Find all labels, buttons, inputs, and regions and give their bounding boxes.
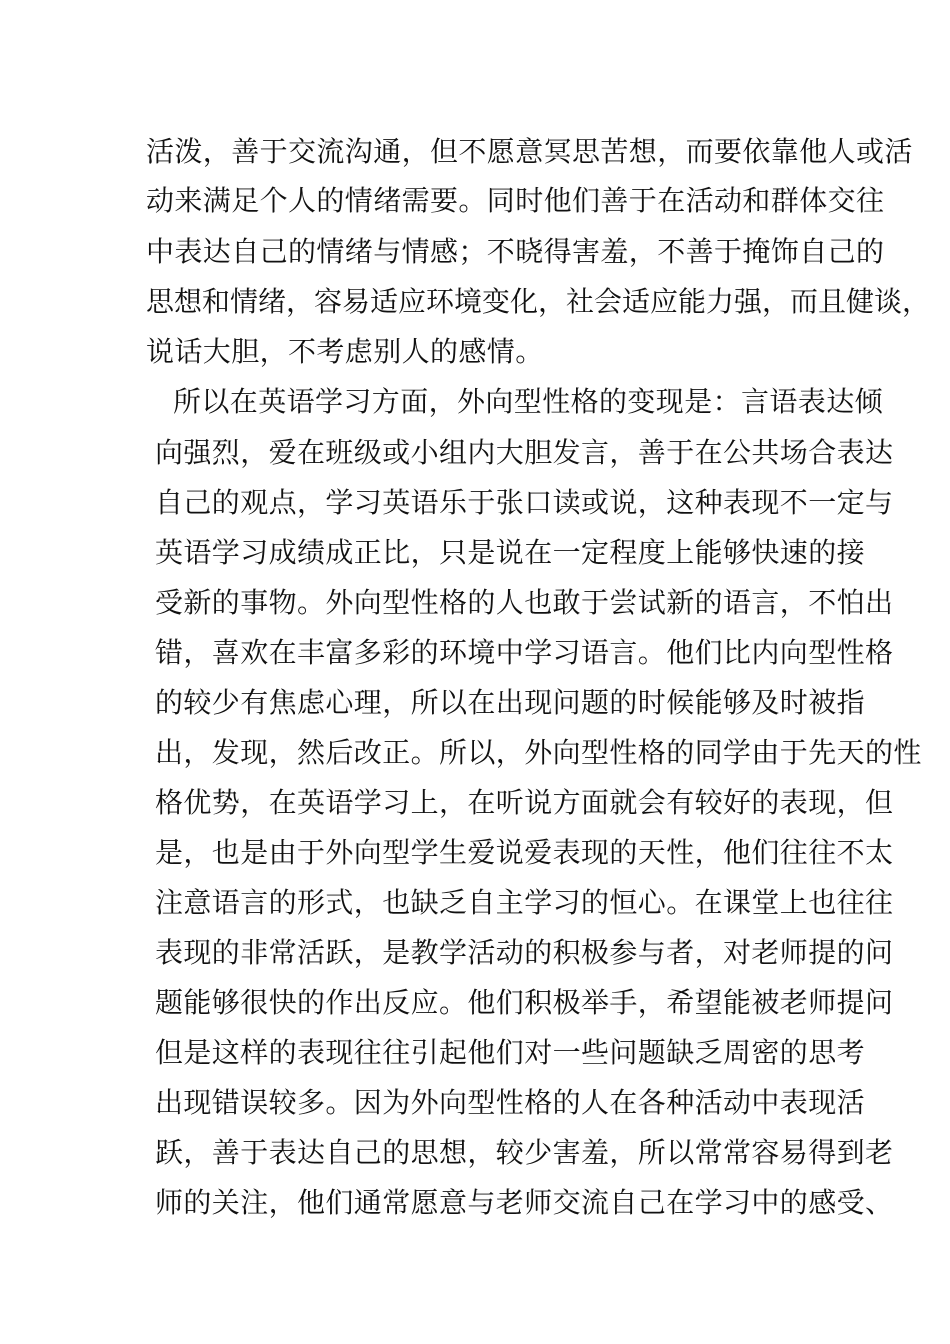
text-line: 出，发现，然后改正。所以，外向型性格的同学由于先天的性 — [155, 736, 922, 769]
text-line: 跃，善于表达自己的思想，较少害羞，所以常常容易得到老 — [155, 1136, 894, 1169]
text-line: 的较少有焦虑心理，所以在出现问题的时候能够及时被指 — [155, 686, 866, 719]
text-line: 所以在英语学习方面，外向型性格的变现是：言语表达倾 — [173, 385, 884, 418]
text-line: 注意语言的形式，也缺乏自主学习的恒心。在课堂上也往往 — [155, 886, 894, 919]
text-line: 自己的观点，学习英语乐于张口读或说，这种表现不一定与 — [155, 486, 894, 519]
text-line: 向强烈，爱在班级或小组内大胆发言，善于在公共场合表达 — [155, 436, 894, 469]
text-line: 题能够很快的作出反应。他们积极举手，希望能被老师提问 — [155, 986, 894, 1019]
text-line: 动来满足个人的情绪需要。同时他们善于在活动和群体交往 — [146, 184, 885, 217]
text-line: 是，也是由于外向型学生爱说爱表现的天性，他们往往不太 — [155, 836, 894, 869]
text-line: 错，喜欢在丰富多彩的环境中学习语言。他们比内向型性格 — [155, 636, 894, 669]
text-line: 思想和情绪，容易适应环境变化，社会适应能力强，而且健谈， — [146, 285, 931, 318]
text-line: 说话大胆，不考虑别人的感情。 — [146, 335, 544, 368]
text-line: 英语学习成绩成正比，只是说在一定程度上能够快速的接 — [155, 536, 866, 569]
text-line: 表现的非常活跃，是教学活动的积极参与者，对老师提的问 — [155, 936, 894, 969]
text-line: 活泼，善于交流沟通，但不愿意冥思苦想，而要依靠他人或活 — [146, 135, 913, 168]
text-line: 师的关注，他们通常愿意与老师交流自己在学习中的感受、 — [155, 1186, 894, 1219]
text-line: 中表达自己的情绪与情感；不晓得害羞，不善于掩饰自己的 — [146, 235, 885, 268]
text-line: 出现错误较多。因为外向型性格的人在各种活动中表现活 — [155, 1086, 866, 1119]
text-line: 格优势，在英语学习上，在听说方面就会有较好的表现，但 — [155, 786, 894, 819]
text-line: 但是这样的表现往往引起他们对一些问题缺乏周密的思考 — [155, 1036, 866, 1069]
text-line: 受新的事物。外向型性格的人也敢于尝试新的语言，不怕出 — [155, 586, 894, 619]
